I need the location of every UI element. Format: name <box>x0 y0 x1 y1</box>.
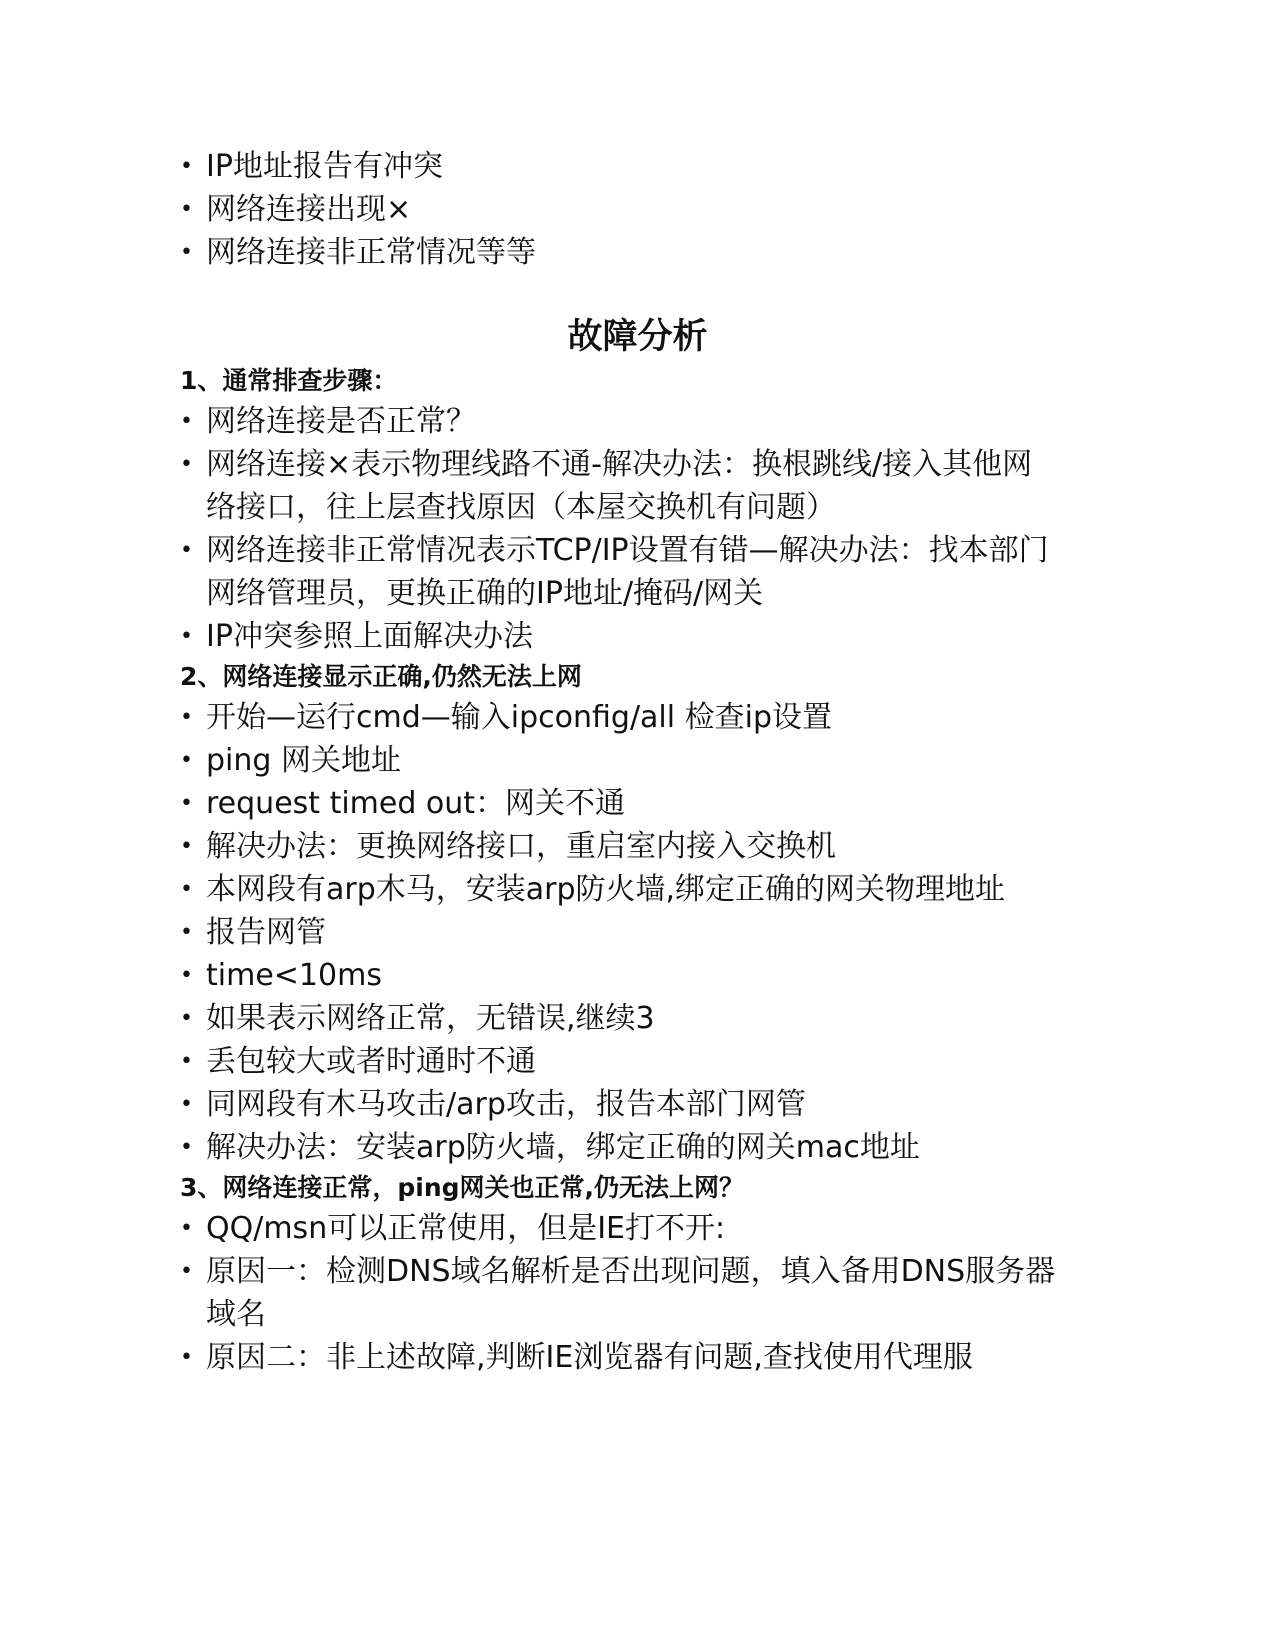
step-bullet: • 同网段有木马攻击/arp攻击，报告本部门网管 <box>180 1083 1060 1126</box>
step-1-title: 1、通常排查步骤： <box>180 366 398 395</box>
step-bullet: • IP冲突参照上面解决办法 <box>180 615 1060 658</box>
intro-bullet: • IP地址报告有冲突 <box>180 145 1060 188</box>
step-3-title: 3、网络连接正常，ping网关也正常,仍无法上网？ <box>180 1173 745 1202</box>
step-bullet: • 网络连接×表示物理线路不通-解决办法：换根跳线/接入其他网络接口，往上层查找原因（本屋交换机有问题） <box>180 443 1060 529</box>
step-bullet: • 网络连接是否正常？ <box>180 400 1060 443</box>
step-bullet: • 如果表示网络正常，无错误,继续3 <box>180 997 1060 1040</box>
step-3-bullet-list <box>180 1207 1060 1379</box>
step-bullet: • 报告网管 <box>180 911 1060 954</box>
step-bullet: • 解决办法：更换网络接口，重启室内接入交换机 <box>180 825 1060 868</box>
step-bullet: • 原因一：检测DNS域名解析是否出现问题，填入备用DNS服务器域名 <box>180 1250 1060 1336</box>
analysis-section <box>180 362 1060 1379</box>
step-bullet: • request timed out：网关不通 <box>180 782 1060 825</box>
step-bullet: • 开始—运行cmd—输入ipconfig/all 检查ip设置 <box>180 696 1060 739</box>
step-2-bullet-list <box>180 696 1060 1169</box>
intro-bullet: • 网络连接出现× <box>180 188 1060 231</box>
intro-bullet-list <box>180 145 1060 274</box>
step-2-title: 2、网络连接显示正确,仍然无法上网 <box>180 662 582 691</box>
section-heading: 故障分析 <box>567 317 708 357</box>
step-bullet: • 原因二：非上述故障,判断IE浏览器有问题,查找使用代理服 <box>180 1336 1060 1379</box>
intro-bullet: • 网络连接非正常情况等等 <box>180 231 1060 274</box>
step-bullet: • ping 网关地址 <box>180 739 1060 782</box>
step-bullet: • time<10ms <box>180 954 1060 997</box>
step-bullet: • 网络连接非正常情况表示TCP/IP设置有错—解决办法：找本部门网络管理员，更换正确的IP地址/掩码/网关 <box>180 529 1060 615</box>
step-bullet: • 解决办法：安装arp防火墙，绑定正确的网关mac地址 <box>180 1126 1060 1169</box>
step-bullet: • QQ/msn可以正常使用，但是IE打不开: <box>180 1207 1060 1250</box>
step-1-bullet-list <box>180 400 1060 658</box>
step-bullet: • 丢包较大或者时通时不通 <box>180 1040 1060 1083</box>
intro-section <box>180 145 1060 274</box>
step-bullet: • 本网段有arp木马，安装arp防火墙,绑定正确的网关物理地址 <box>180 868 1060 911</box>
